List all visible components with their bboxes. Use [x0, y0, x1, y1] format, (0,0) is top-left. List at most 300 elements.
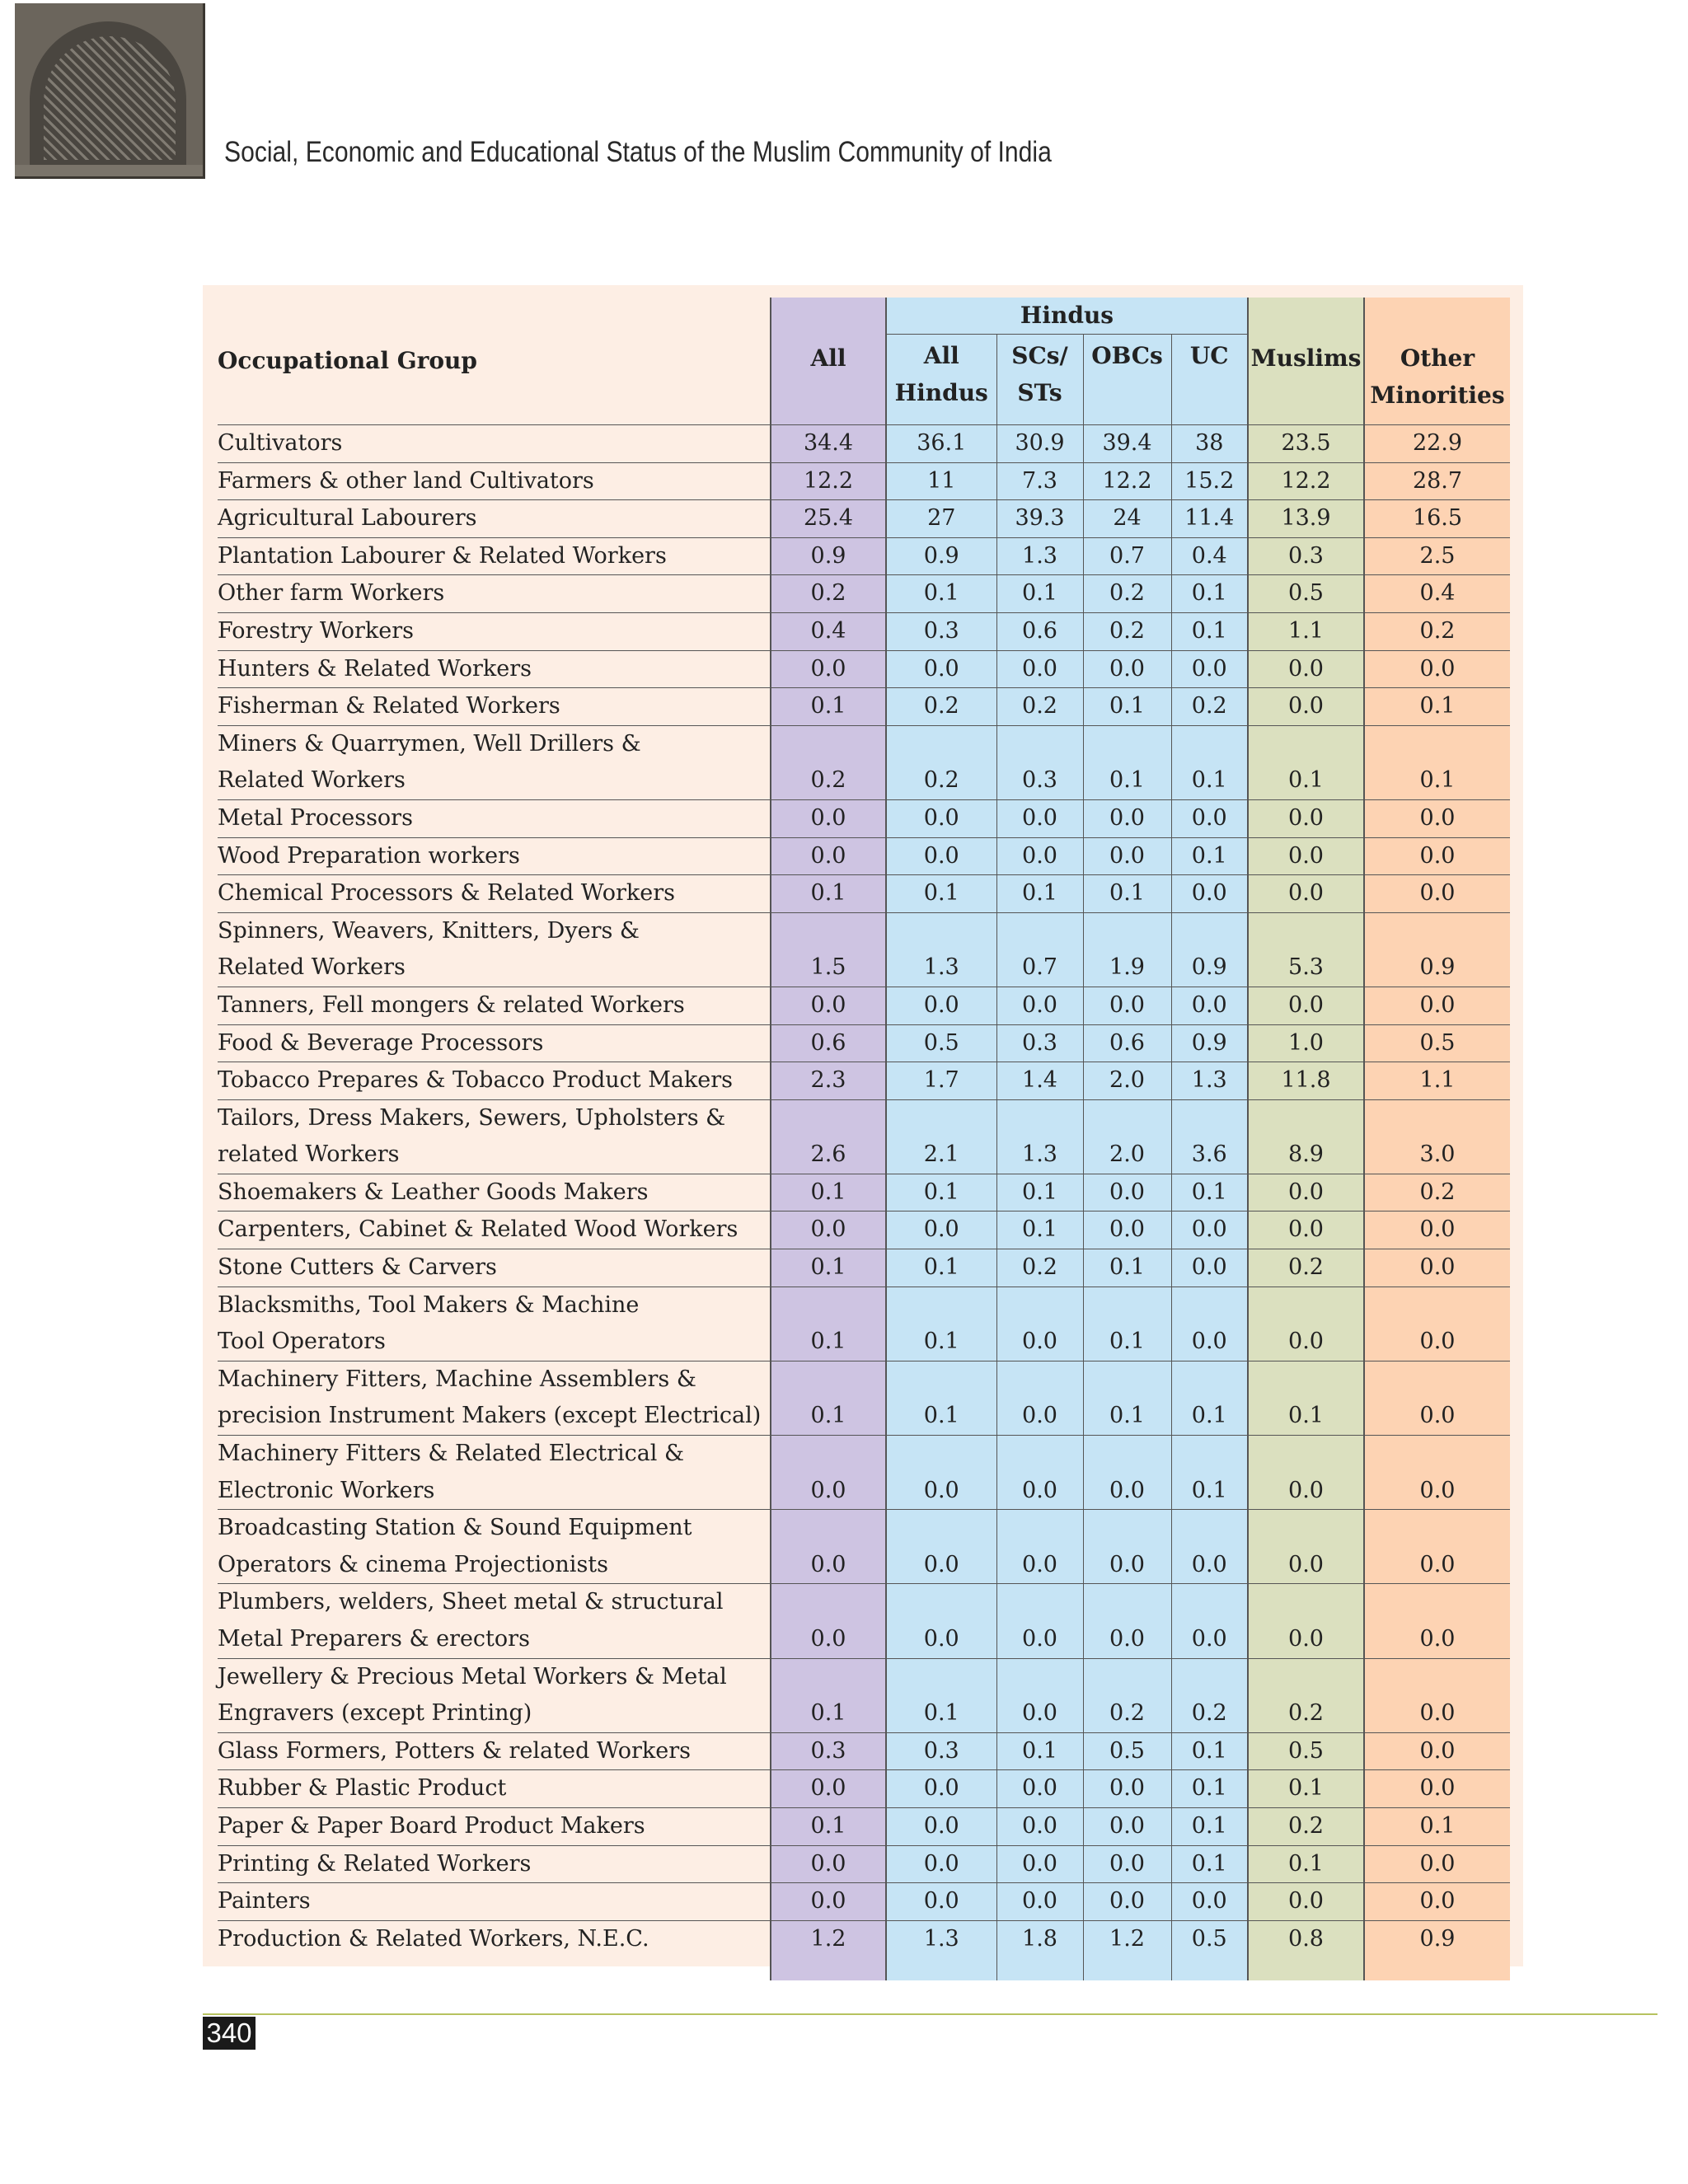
cell-other-minorities: 0.0 — [1364, 650, 1510, 688]
cell-scs-sts: 1.3 — [996, 537, 1083, 575]
cell-all-hindus: 0.3 — [886, 612, 996, 650]
cell-obcs: 0.1 — [1083, 1286, 1171, 1361]
cell-all: 0.0 — [771, 1212, 886, 1249]
cell-muslims: 0.8 — [1248, 1920, 1364, 1980]
table-row — [218, 987, 1510, 1024]
cell-all-hindus: 1.3 — [886, 1920, 996, 1980]
cell-muslims: 0.0 — [1248, 875, 1364, 913]
cell-uc: 0.1 — [1171, 612, 1248, 650]
occupation-label: Printing & Related Workers — [218, 1845, 771, 1883]
cell-other-minorities: 0.1 — [1364, 688, 1510, 726]
occupation-label: Wood Preparation workers — [218, 837, 771, 875]
table-row — [218, 1099, 1510, 1174]
running-title: Social, Economic and Educational Status of the Muslim Community of India — [224, 136, 1052, 168]
cell-muslims: 0.1 — [1248, 1361, 1364, 1435]
occupation-label: Glass Formers, Potters & related Workers — [218, 1732, 771, 1770]
cell-obcs: 12.2 — [1083, 462, 1171, 500]
cell-all: 0.0 — [771, 1436, 886, 1510]
table-row — [218, 875, 1510, 913]
cell-muslims: 0.0 — [1248, 987, 1364, 1024]
cell-uc: 0.2 — [1171, 1658, 1248, 1732]
occupation-label: Food & Beverage Processors — [218, 1024, 771, 1062]
cell-uc: 0.1 — [1171, 1732, 1248, 1770]
cell-uc: 0.1 — [1171, 837, 1248, 875]
table-row — [218, 799, 1510, 837]
cell-obcs: 0.2 — [1083, 575, 1171, 613]
cell-all: 0.2 — [771, 725, 886, 799]
cell-uc: 0.0 — [1171, 1212, 1248, 1249]
cell-obcs: 0.1 — [1083, 1249, 1171, 1287]
cell-obcs: 0.1 — [1083, 688, 1171, 726]
cell-obcs: 39.4 — [1083, 425, 1171, 463]
occupation-label: Miners & Quarrymen, Well Drillers & Related Workers — [218, 725, 771, 799]
table-row — [218, 1510, 1510, 1584]
table-row — [218, 1807, 1510, 1845]
cell-other-minorities: 0.0 — [1364, 1845, 1510, 1883]
cell-other-minorities: 1.1 — [1364, 1062, 1510, 1100]
cell-scs-sts: 0.2 — [996, 1249, 1083, 1287]
cell-scs-sts: 0.1 — [996, 1732, 1083, 1770]
cell-all: 0.4 — [771, 612, 886, 650]
cell-scs-sts: 0.0 — [996, 650, 1083, 688]
header-muslims: Muslims — [1248, 298, 1364, 424]
cell-muslims: 0.5 — [1248, 1732, 1364, 1770]
cell-muslims: 0.0 — [1248, 837, 1364, 875]
cell-other-minorities: 0.0 — [1364, 875, 1510, 913]
cell-muslims: 1.0 — [1248, 1024, 1364, 1062]
cell-uc: 38 — [1171, 425, 1248, 463]
table-row — [218, 1024, 1510, 1062]
table-row — [218, 650, 1510, 688]
cell-other-minorities: 0.0 — [1364, 1658, 1510, 1732]
cell-all-hindus: 0.1 — [886, 1361, 996, 1435]
cell-all-hindus: 0.0 — [886, 1770, 996, 1808]
cell-uc: 0.1 — [1171, 725, 1248, 799]
cell-other-minorities: 0.0 — [1364, 1770, 1510, 1808]
cell-all: 12.2 — [771, 462, 886, 500]
cell-scs-sts: 0.0 — [996, 1436, 1083, 1510]
cell-all: 0.0 — [771, 1770, 886, 1808]
cell-obcs: 0.0 — [1083, 1174, 1171, 1212]
cell-other-minorities: 0.0 — [1364, 1436, 1510, 1510]
cell-uc: 0.1 — [1171, 575, 1248, 613]
cell-all-hindus: 1.3 — [886, 912, 996, 987]
cell-scs-sts: 0.0 — [996, 1584, 1083, 1658]
cell-all-hindus: 0.1 — [886, 875, 996, 913]
stone-base — [15, 165, 203, 176]
cell-all-hindus: 0.0 — [886, 1212, 996, 1249]
cell-scs-sts: 0.0 — [996, 799, 1083, 837]
occupation-label: Rubber & Plastic Product — [218, 1770, 771, 1808]
cell-all: 0.1 — [771, 875, 886, 913]
cell-obcs: 0.0 — [1083, 837, 1171, 875]
cell-other-minorities: 0.0 — [1364, 1212, 1510, 1249]
table-row — [218, 1361, 1510, 1435]
cell-uc: 0.0 — [1171, 1286, 1248, 1361]
header-all: All — [771, 298, 886, 424]
cell-all: 0.1 — [771, 1658, 886, 1732]
cell-scs-sts: 0.0 — [996, 1770, 1083, 1808]
cell-obcs: 0.7 — [1083, 537, 1171, 575]
cell-scs-sts: 0.1 — [996, 1174, 1083, 1212]
cell-uc: 0.0 — [1171, 1584, 1248, 1658]
table-row — [218, 1732, 1510, 1770]
table-row — [218, 1062, 1510, 1100]
cell-obcs: 0.0 — [1083, 650, 1171, 688]
cell-other-minorities: 0.0 — [1364, 1732, 1510, 1770]
cell-all: 0.1 — [771, 1249, 886, 1287]
cell-obcs: 1.2 — [1083, 1920, 1171, 1980]
table-row — [218, 912, 1510, 987]
occupation-label: Painters — [218, 1883, 771, 1921]
header-all-hindus: All Hindus — [886, 335, 996, 425]
occupation-label: Broadcasting Station & Sound Equipment Operators & cinema Projectionists — [218, 1510, 771, 1584]
cell-muslims: 0.3 — [1248, 537, 1364, 575]
cell-all: 0.0 — [771, 1584, 886, 1658]
cell-all: 0.9 — [771, 537, 886, 575]
cell-all: 0.0 — [771, 987, 886, 1024]
cell-scs-sts: 1.8 — [996, 1920, 1083, 1980]
table-row — [218, 575, 1510, 613]
cell-scs-sts: 0.0 — [996, 1807, 1083, 1845]
cell-muslims: 1.1 — [1248, 612, 1364, 650]
cell-uc: 0.4 — [1171, 537, 1248, 575]
cell-muslims: 0.1 — [1248, 725, 1364, 799]
occupation-label: Tobacco Prepares & Tobacco Product Makers — [218, 1062, 771, 1100]
cell-scs-sts: 0.3 — [996, 725, 1083, 799]
cell-all: 0.1 — [771, 1361, 886, 1435]
cell-other-minorities: 0.0 — [1364, 1883, 1510, 1921]
table-row — [218, 1174, 1510, 1212]
table-row — [218, 688, 1510, 726]
cell-all-hindus: 0.0 — [886, 1584, 996, 1658]
cell-obcs: 2.0 — [1083, 1099, 1171, 1174]
cell-uc: 0.1 — [1171, 1770, 1248, 1808]
cell-all: 25.4 — [771, 500, 886, 538]
cell-uc: 0.1 — [1171, 1174, 1248, 1212]
cell-other-minorities: 0.1 — [1364, 725, 1510, 799]
occupation-label: Cultivators — [218, 425, 771, 463]
cell-all: 0.1 — [771, 688, 886, 726]
cell-all: 0.0 — [771, 1845, 886, 1883]
cell-other-minorities: 22.9 — [1364, 425, 1510, 463]
cell-all-hindus: 0.0 — [886, 1510, 996, 1584]
cell-all: 0.0 — [771, 837, 886, 875]
cell-obcs: 0.1 — [1083, 1361, 1171, 1435]
header-hindus-group: Hindus — [886, 298, 1248, 335]
cell-all-hindus: 2.1 — [886, 1099, 996, 1174]
cell-scs-sts: 1.3 — [996, 1099, 1083, 1174]
table-row — [218, 500, 1510, 538]
cell-uc: 11.4 — [1171, 500, 1248, 538]
table-row — [218, 612, 1510, 650]
cell-scs-sts: 0.0 — [996, 1361, 1083, 1435]
cell-obcs: 0.0 — [1083, 987, 1171, 1024]
cell-all-hindus: 36.1 — [886, 425, 996, 463]
cell-other-minorities: 0.1 — [1364, 1807, 1510, 1845]
cell-all: 0.1 — [771, 1174, 886, 1212]
table-row — [218, 1584, 1510, 1658]
table-row — [218, 1249, 1510, 1287]
cell-muslims: 8.9 — [1248, 1099, 1364, 1174]
cell-obcs: 0.0 — [1083, 1584, 1171, 1658]
cell-all-hindus: 11 — [886, 462, 996, 500]
cell-muslims: 0.0 — [1248, 1436, 1364, 1510]
cell-muslims: 0.0 — [1248, 1584, 1364, 1658]
cell-muslims: 23.5 — [1248, 425, 1364, 463]
cell-all-hindus: 0.0 — [886, 1807, 996, 1845]
occupation-label: Chemical Processors & Related Workers — [218, 875, 771, 913]
table-row — [218, 462, 1510, 500]
cell-other-minorities: 0.2 — [1364, 612, 1510, 650]
cell-scs-sts: 0.1 — [996, 875, 1083, 913]
occupation-label: Plantation Labourer & Related Workers — [218, 537, 771, 575]
cell-uc: 0.0 — [1171, 1883, 1248, 1921]
occupation-label: Agricultural Labourers — [218, 500, 771, 538]
cell-all-hindus: 0.0 — [886, 799, 996, 837]
cell-all: 0.1 — [771, 1807, 886, 1845]
cell-all-hindus: 0.1 — [886, 1658, 996, 1732]
cell-all-hindus: 0.3 — [886, 1732, 996, 1770]
cell-all-hindus: 0.0 — [886, 1845, 996, 1883]
cell-scs-sts: 39.3 — [996, 500, 1083, 538]
cell-muslims: 5.3 — [1248, 912, 1364, 987]
cell-obcs: 0.1 — [1083, 725, 1171, 799]
header-obcs: OBCs — [1083, 335, 1171, 425]
cell-uc: 0.9 — [1171, 912, 1248, 987]
occupation-label: Production & Related Workers, N.E.C. — [218, 1925, 649, 1952]
cell-all-hindus: 0.1 — [886, 575, 996, 613]
cell-all: 0.0 — [771, 799, 886, 837]
cell-obcs: 0.0 — [1083, 1212, 1171, 1249]
cell-muslims: 0.0 — [1248, 799, 1364, 837]
table-row — [218, 425, 1510, 463]
cell-all-hindus: 0.0 — [886, 987, 996, 1024]
cell-all-hindus: 0.9 — [886, 537, 996, 575]
cell-other-minorities: 0.0 — [1364, 1286, 1510, 1361]
cell-other-minorities: 0.0 — [1364, 1584, 1510, 1658]
cell-scs-sts: 0.1 — [996, 575, 1083, 613]
cell-obcs: 0.0 — [1083, 1436, 1171, 1510]
occupation-label: Spinners, Weavers, Knitters, Dyers & Related Workers — [218, 912, 771, 987]
cell-other-minorities: 0.0 — [1364, 799, 1510, 837]
cell-scs-sts: 0.0 — [996, 1845, 1083, 1883]
cell-scs-sts: 0.0 — [996, 1658, 1083, 1732]
cell-obcs: 0.2 — [1083, 612, 1171, 650]
table-row — [218, 1845, 1510, 1883]
cell-all-hindus: 0.0 — [886, 1883, 996, 1921]
cell-muslims: 0.0 — [1248, 1510, 1364, 1584]
occupation-label: Blacksmiths, Tool Makers & Machine Tool Operators — [218, 1286, 771, 1361]
table-row — [218, 1286, 1510, 1361]
tree-lattice-pattern — [44, 36, 176, 160]
cell-obcs: 0.6 — [1083, 1024, 1171, 1062]
cell-all-hindus: 0.0 — [886, 650, 996, 688]
occupation-label: Farmers & other land Cultivators — [218, 462, 771, 500]
cell-all-hindus: 0.5 — [886, 1024, 996, 1062]
cell-scs-sts: 0.0 — [996, 1883, 1083, 1921]
occupation-label: Plumbers, welders, Sheet metal & structural Metal Preparers & erectors — [218, 1584, 771, 1658]
occupation-label: Metal Processors — [218, 799, 771, 837]
cell-all: 2.6 — [771, 1099, 886, 1174]
cell-uc: 0.1 — [1171, 1436, 1248, 1510]
cell-other-minorities: 28.7 — [1364, 462, 1510, 500]
cell-obcs: 0.0 — [1083, 1770, 1171, 1808]
cell-all-hindus: 27 — [886, 500, 996, 538]
cell-other-minorities: 0.9 — [1364, 912, 1510, 987]
cell-uc: 0.0 — [1171, 875, 1248, 913]
cell-scs-sts: 0.6 — [996, 612, 1083, 650]
cell-muslims: 0.0 — [1248, 1174, 1364, 1212]
cell-scs-sts: 30.9 — [996, 425, 1083, 463]
cell-muslims: 0.5 — [1248, 575, 1364, 613]
cell-muslims: 0.2 — [1248, 1249, 1364, 1287]
cell-muslims: 0.2 — [1248, 1807, 1364, 1845]
cell-all: 0.0 — [771, 650, 886, 688]
cell-obcs: 0.1 — [1083, 875, 1171, 913]
table-row — [218, 1212, 1510, 1249]
occupation-label: Machinery Fitters, Machine Assemblers & precision Instrument Makers (except Electrical) — [218, 1361, 771, 1435]
cell-all-hindus: 0.1 — [886, 1249, 996, 1287]
cell-other-minorities: 0.0 — [1364, 1510, 1510, 1584]
occupation-label: Hunters & Related Workers — [218, 650, 771, 688]
cell-uc: 0.1 — [1171, 1807, 1248, 1845]
cell-muslims: 0.0 — [1248, 688, 1364, 726]
cell-all: 0.3 — [771, 1732, 886, 1770]
cell-scs-sts: 0.0 — [996, 837, 1083, 875]
occupation-label: Other farm Workers — [218, 575, 771, 613]
cell-muslims: 0.0 — [1248, 650, 1364, 688]
cell-uc: 0.1 — [1171, 1361, 1248, 1435]
table-row — [218, 725, 1510, 799]
cell-muslims: 0.0 — [1248, 1883, 1364, 1921]
cell-uc: 1.3 — [1171, 1062, 1248, 1100]
occupation-label: Carpenters, Cabinet & Related Wood Workers — [218, 1212, 771, 1249]
cell-uc: 0.0 — [1171, 1510, 1248, 1584]
cell-scs-sts: 0.0 — [996, 1286, 1083, 1361]
table-row — [218, 1436, 1510, 1510]
table-row — [218, 837, 1510, 875]
cell-other-minorities: 0.0 — [1364, 1249, 1510, 1287]
occupation-table — [218, 298, 1510, 1980]
cell-all: 0.6 — [771, 1024, 886, 1062]
cell-uc: 0.2 — [1171, 688, 1248, 726]
cell-scs-sts: 0.0 — [996, 1510, 1083, 1584]
cell-uc: 3.6 — [1171, 1099, 1248, 1174]
cell-all-hindus: 0.1 — [886, 1286, 996, 1361]
cell-obcs: 0.0 — [1083, 799, 1171, 837]
cell-uc: 0.0 — [1171, 987, 1248, 1024]
cell-uc: 0.0 — [1171, 799, 1248, 837]
cell-obcs: 0.5 — [1083, 1732, 1171, 1770]
header-scs-sts: SCs/ STs — [996, 335, 1083, 425]
cell-uc: 0.9 — [1171, 1024, 1248, 1062]
cell-obcs: 1.9 — [1083, 912, 1171, 987]
cell-scs-sts: 0.1 — [996, 1212, 1083, 1249]
cell-uc: 0.0 — [1171, 1249, 1248, 1287]
decorative-lattice-image — [15, 3, 205, 179]
cell-all: 0.2 — [771, 575, 886, 613]
occupation-label: Tanners, Fell mongers & related Workers — [218, 987, 771, 1024]
header-other-minorities: Other Minorities — [1364, 298, 1510, 424]
cell-all: 2.3 — [771, 1062, 886, 1100]
table-row — [218, 1658, 1510, 1732]
cell-all-hindus: 0.0 — [886, 1436, 996, 1510]
occupation-label: Forestry Workers — [218, 612, 771, 650]
occupation-label: Jewellery & Precious Metal Workers & Metal Engravers (except Printing) — [218, 1658, 771, 1732]
cell-obcs: 0.0 — [1083, 1883, 1171, 1921]
cell-other-minorities: 0.5 — [1364, 1024, 1510, 1062]
occupation-label: Fisherman & Related Workers — [218, 688, 771, 726]
cell-muslims: 13.9 — [1248, 500, 1364, 538]
cell-all-hindus: 1.7 — [886, 1062, 996, 1100]
cell-uc: 0.1 — [1171, 1845, 1248, 1883]
cell-other-minorities: 0.4 — [1364, 575, 1510, 613]
cell-all-hindus: 0.1 — [886, 1174, 996, 1212]
cell-uc: 0.5 — [1171, 1920, 1248, 1980]
cell-scs-sts: 0.0 — [996, 987, 1083, 1024]
cell-muslims: 0.1 — [1248, 1770, 1364, 1808]
cell-all: 1.5 — [771, 912, 886, 987]
occupation-label: Tailors, Dress Makers, Sewers, Upholsters & related Workers — [218, 1099, 771, 1174]
cell-all: 0.1 — [771, 1286, 886, 1361]
cell-other-minorities: 2.5 — [1364, 537, 1510, 575]
cell-other-minorities: 3.0 — [1364, 1099, 1510, 1174]
cell-all: 0.0 — [771, 1510, 886, 1584]
cell-obcs: 0.0 — [1083, 1807, 1171, 1845]
table-row — [218, 1770, 1510, 1808]
header-uc: UC — [1171, 335, 1248, 425]
cell-other-minorities: 0.0 — [1364, 837, 1510, 875]
occupation-label: Machinery Fitters & Related Electrical & Electronic Workers — [218, 1436, 771, 1510]
cell-scs-sts: 7.3 — [996, 462, 1083, 500]
cell-obcs: 2.0 — [1083, 1062, 1171, 1100]
header-occupational-group: Occupational Group — [218, 347, 477, 374]
cell-other-minorities: 0.0 — [1364, 1361, 1510, 1435]
footer-rule — [203, 2013, 1658, 2015]
page-number: 340 — [203, 2017, 256, 2050]
cell-all-hindus: 0.2 — [886, 725, 996, 799]
table-row — [218, 537, 1510, 575]
cell-scs-sts: 0.2 — [996, 688, 1083, 726]
cell-obcs: 0.0 — [1083, 1510, 1171, 1584]
cell-other-minorities: 0.0 — [1364, 987, 1510, 1024]
cell-obcs: 0.0 — [1083, 1845, 1171, 1883]
cell-scs-sts: 0.7 — [996, 912, 1083, 987]
cell-all: 1.2 — [771, 1920, 886, 1980]
cell-uc: 0.0 — [1171, 650, 1248, 688]
cell-all: 0.0 — [771, 1883, 886, 1921]
cell-muslims: 0.0 — [1248, 1286, 1364, 1361]
cell-obcs: 24 — [1083, 500, 1171, 538]
cell-muslims: 0.1 — [1248, 1845, 1364, 1883]
cell-other-minorities: 16.5 — [1364, 500, 1510, 538]
cell-scs-sts: 0.3 — [996, 1024, 1083, 1062]
cell-muslims: 0.2 — [1248, 1658, 1364, 1732]
occupation-label: Paper & Paper Board Product Makers — [218, 1807, 771, 1845]
cell-other-minorities: 0.9 — [1364, 1920, 1510, 1980]
cell-other-minorities: 0.2 — [1364, 1174, 1510, 1212]
cell-obcs: 0.2 — [1083, 1658, 1171, 1732]
cell-muslims: 0.0 — [1248, 1212, 1364, 1249]
cell-scs-sts: 1.4 — [996, 1062, 1083, 1100]
cell-uc: 15.2 — [1171, 462, 1248, 500]
table-row — [218, 1883, 1510, 1921]
table-row — [218, 1920, 1510, 1980]
occupation-label: Stone Cutters & Carvers — [218, 1249, 771, 1287]
cell-all: 34.4 — [771, 425, 886, 463]
cell-all-hindus: 0.2 — [886, 688, 996, 726]
